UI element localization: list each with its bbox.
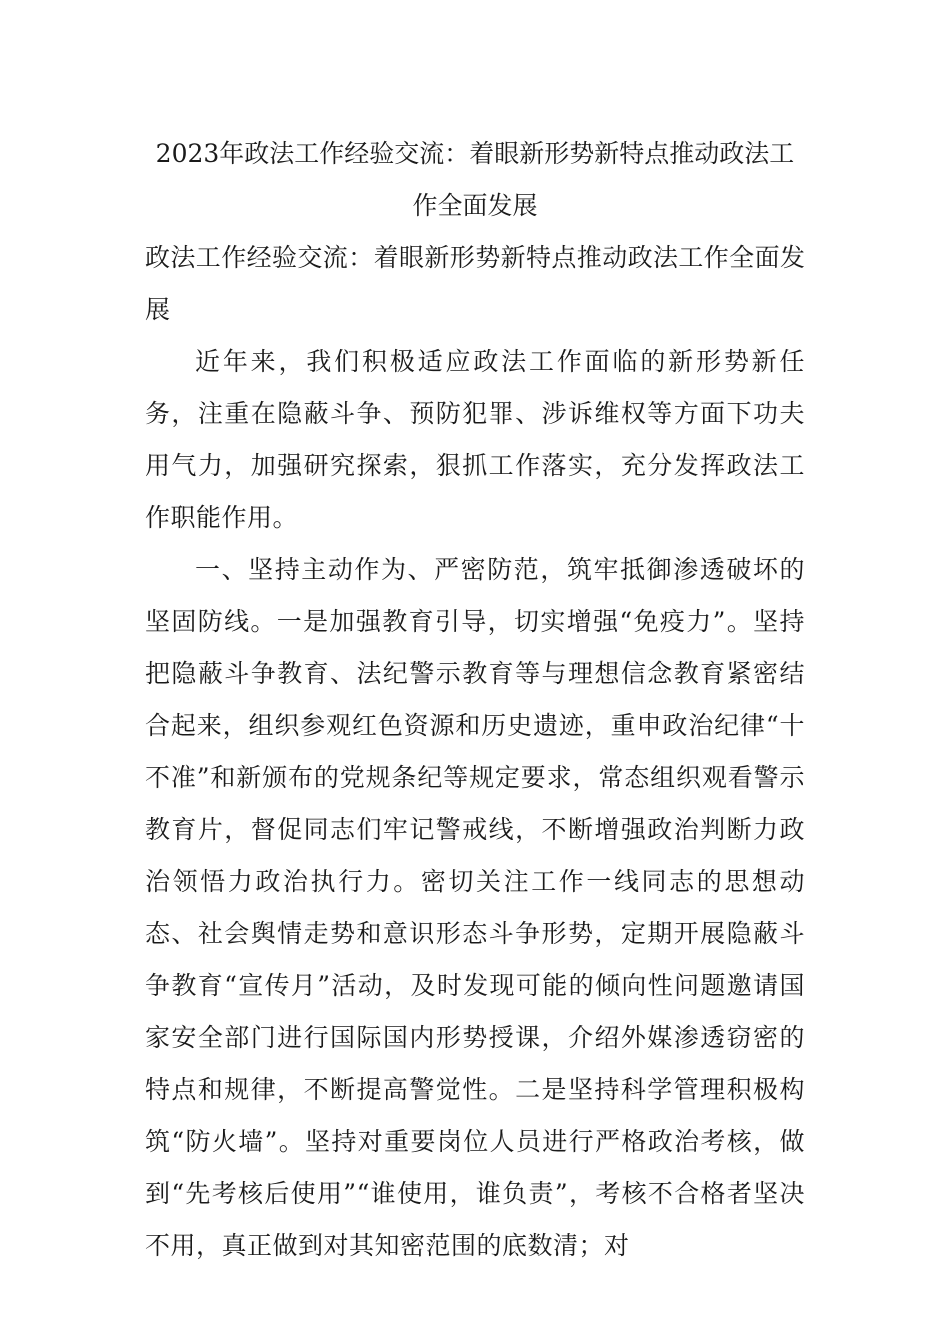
document-title: 2023年政法工作经验交流：着眼新形势新特点推动政法工作全面发展 xyxy=(155,139,795,220)
document-subtitle: 政法工作经验交流：着眼新形势新特点推动政法工作全面发展 xyxy=(145,243,805,324)
paragraph-section-one: 一、坚持主动作为、严密防范，筑牢抵御渗透破坏的坚固防线。一是加强教育引导，切实增强“免疫力”。坚持把隐蔽斗争教育、法纪警示教育等与理想信念教育紧密结合起来，组织参观红色资源和历史遗迹，重申政治纪律“十不准”和新颁布的党规条纪等规定要求，常态组织观看警示教育片，督促同志们牢记警戒线，不断增强政治判断力政治领悟力政治执行力。密切关注工作一线同志的思想动态、社会舆情走势和意识形态斗争形势，定期开展隐蔽斗争教育“宣传月”活动，及时发现可能的倾向性问题邀请国家安全部门进行国际国内形势授课，介绍外媒渗透窃密的特点和规律，不断提高警觉性。二是坚持科学管理积极构筑“防火墙”。坚持对重要岗位人员进行严格政治考核，做到“先考核后使用”“谁使用，谁负责”，考核不合格者坚决不用，真正做到对其知密范围的底数清；对 xyxy=(145,555,805,1260)
document-page xyxy=(145,128,805,1272)
paragraph-intro: 近年来，我们积极适应政法工作面临的新形势新任务，注重在隐蔽斗争、预防犯罪、涉诉维权等方面下功夫用气力，加强研究探索，狠抓工作落实，充分发挥政法工作职能作用。 xyxy=(145,347,805,532)
